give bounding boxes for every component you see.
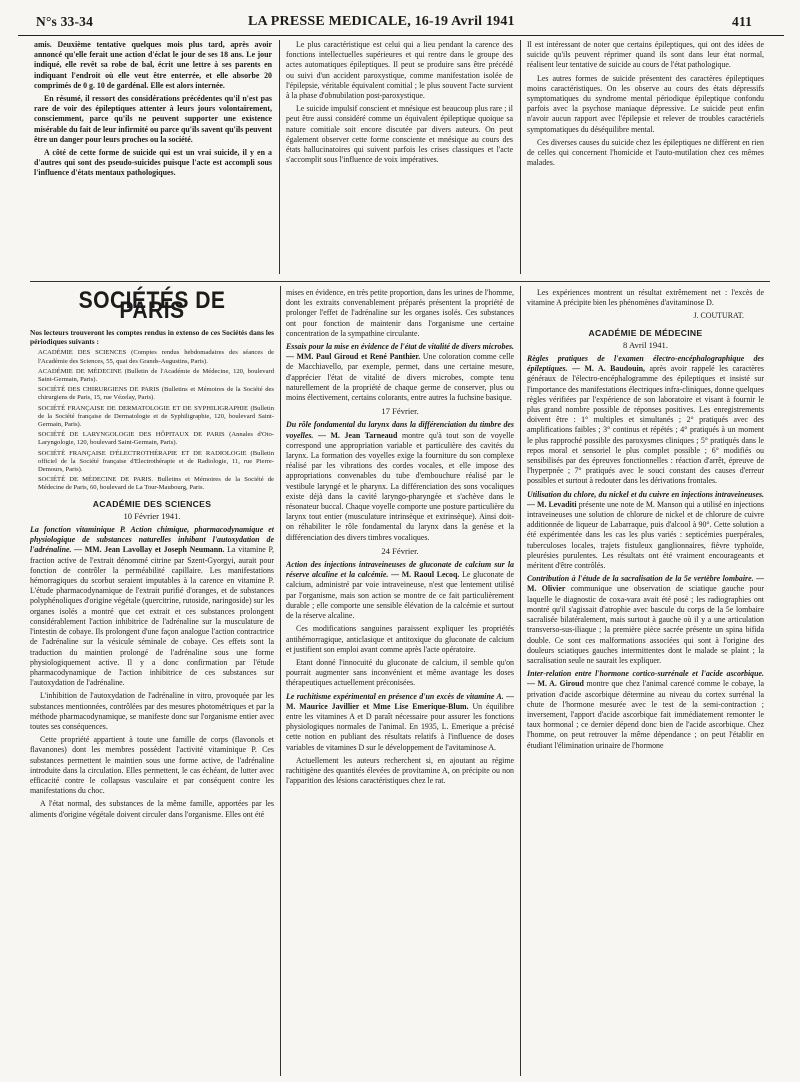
communication (527, 490, 764, 572)
communication-title: Règles pratiques de l'examen électro-encéphalographique des épileptiques. (527, 354, 764, 374)
communication-authors: — M. A. Giroud (527, 679, 584, 689)
periodical-item: SOCIÉTÉ DES CHIRURGIENS DE PARIS (Bulletins et Mémoires de la Société des chirurgiens de Paris, 15, rue Vézelay, Paris). (38, 386, 274, 402)
communication-title: Contribution à l'étude de la sacralisation de la 5e vertèbre lombaire. (527, 574, 754, 584)
communication-authors: — M. Jean Tarneaud (318, 430, 398, 440)
article-paragraph: A côté de cette forme de suicide qui est un vrai suicide, il y en a d'autres qui sont des pseudo-suicides puisque l'acte est accompli sous l'influence d'états mentaux pathologiques. (34, 148, 272, 178)
communication-text: Un équilibre entre les vitamines A et D paraît nécessaire pour assurer les fonctions physiologiques normales de l'animal. En 1935, L. Emerique a précisé cette notion en publiant des résultats relatifs à l'influence de doses variables de vitamines D sur le développement de l'avitaminose A. (286, 701, 514, 752)
periodicals-lead: Nos lecteurs trouveront les comptes rendus in extenso de ces Sociétés dans les périodiques suivants : (30, 328, 274, 347)
communication-title: Essais pour la mise en évidence de l'état de vitalité de divers microbes. (286, 342, 514, 352)
section-heading: ACADÉMIE DE MÉDECINE (588, 327, 703, 338)
session-date: 17 Février. (381, 406, 419, 417)
article-paragraph: Cette propriété appartient à toute une famille de corps (flavonols et flavanones) dont les membres possèdent l'activité vitaminique P. Ces substances permettent le maintien sous une forme active, de l'adrénaline introduite dans la circulation. Elles permettent, le cas échéant, de lutter avec efficacité contre le collapsus vasculaire et par conséquent contre les manifestations du choc. (30, 735, 274, 796)
periodical-item: SOCIÉTÉ DE LARYNGOLOGIE DES HÔPITAUX DE PARIS (Annales d'Oto-Laryngologie, 120, boulevard Saint-Germain, Paris). (38, 431, 274, 447)
communication-text: montre que chez l'animal carencé comme le cobaye, la privation d'acide ascorbique détermine au niveau du cortex surrénal la chute de l'hormone mesurée avec le test de la semi-contraction ; inversement, l'apport d'acide ascorbique fait immédiatement remonter le taux hormonal ; ce dernier dépend donc bien de l'acide ascorbique. Chez l'homme, on peut retrouver la même dépendance ; on peut l'établir en étudiant l'élimination urinaire de l'hormone (527, 679, 764, 750)
communication (286, 420, 514, 542)
article-paragraph: Le plus caractéristique est celui qui a lieu pendant la carence des fonctions intellectuelles supérieures et qui rentre dans le groupe des actes automatiques épileptiques. Il peut se produire sans être précédé ou suivi d'un accident paroxystique, comme manifestation isolée de l'épilepsie, véritable équivalent comitial ; le plus souvent l'acte survient à la phase d'obnubilation post-paroxystique. (286, 40, 513, 101)
communication-authors: — M. Maurice Javillier et Mme Lise Emerique-Blum. (286, 691, 514, 711)
communication (527, 669, 764, 751)
article-paragraph: Ces modifications sanguines paraissent expliquer les propriétés antihémorragique, anticlasique et antitoxique du gluconate de calcium et justifient son emploi avant comme après l'acte opératoire. (286, 624, 514, 654)
communication-authors: — M. Olivier (527, 574, 764, 594)
communication-authors: — MM. Paul Giroud et René Panthier. (286, 352, 421, 362)
communication-text: communique une observation de sciatique gauche pour laquelle le diagnostic de coxa-vara avait été posé ; les radiographies ont montré qu'il s'agissait d'atrophie avec bascule du corps de la 5e lombaire sacralisée bilatéralement, mais surtout à gauche où il y a une articulation transverso-sus-iliaque ; la première pièce sacrée présente un spina bifida double. Ce sont ces malformations associées qui sont à l'origine des douleurs sciatiques gauches intermittentes dont le malade se plaint ; la sacralisation seule ne saurait les expliquer. (527, 584, 764, 665)
periodical-item: SOCIÉTÉ DE MÉDECINE DE PARIS. Bulletins et Mémoires de la Société de Médecine de Paris, 60, boulevard de La Tour-Maubourg, Paris. (38, 476, 274, 492)
periodical-item: ACADÉMIE DES SCIENCES (Comptes rendus hebdomadaires des séances de l'Académie des Sciences, 55, quai des Grands-Augustins, Paris). (38, 349, 274, 365)
article-paragraph: Ces diverses causes du suicide chez les épileptiques ne diffèrent en rien de celles qui concernent l'homicide et l'auto-mutilation chez ces mêmes malades. (527, 137, 764, 168)
communication-title: Le rachitisme expérimental en présence d'un excès de vitamine A. (286, 691, 504, 701)
article-paragraph: Il est intéressant de noter que certains épileptiques, qui ont des idées de suicide qu'ils peuvent réprimer quand ils sont dans leur état normal, réalisent leur tentative de suicide au cours de l'état pathologique. (527, 40, 764, 70)
session-date: 8 Avril 1941. (623, 339, 668, 350)
communication (30, 525, 274, 688)
societes-title: SOCIÉTÉS DE PARIS (78, 287, 226, 325)
column-divider (279, 40, 280, 274)
session-date: 24 Février. (381, 545, 419, 556)
column-divider (520, 40, 521, 274)
communication-text: La vitamine P, fraction active de l'extrait dénommé citrine par Szent-Gyorgyi, aurait pour fonction de contrôler la perméabilité capillaire. Les manifestations hémorragiques du scorbut seraient imputables à la carence en vitamine P. L'étude pharmacodynamique de l'extrait purifié d'oranges, et de substances polyphénoliques d'origine végétale (quercitrine, rutoside, naringoside) sur les organes isolés a montré que cet extrait et ces substances prolongent considérablement l'action inhibitrice de l'adrénaline sur la musculature de l'intestin de cobaye. Ils prolongent d'une façon analogue l'action contractrice de l'adrénaline sur la vésicule séminale de cobaye. Ces effets sont la traduction du maintien prolongé de l'adrénaline sous une forme physiologiquement active. Il y a donc confirmation par l'étude pharmacodynamique de l'action inhibitrice de ces substances sur l'autoxydation de l'adrénaline. (30, 545, 274, 688)
communication (286, 342, 514, 403)
communication-authors: — M. Raoul Lecoq. (391, 570, 460, 580)
periodicals-list (30, 349, 274, 492)
periodical-item: ACADÉMIE DE MÉDECINE (Bulletin de l'Académie de Médecine, 120, boulevard Saint-Germain, Paris). (38, 367, 274, 384)
periodical-item: SOCIÉTÉ FRANÇAISE DE DERMATOLOGIE ET DE SYPHILIGRAPHIE (Bulletin de la Société française de Dermatologie et de Syphiligraphie, 120, boulevard Saint-Germain, Paris). (38, 404, 274, 429)
bottom-column-2 (286, 288, 514, 1076)
article-paragraph: A l'état normal, des substances de la même famille, apportées par les aliments d'origine végétale doivent circuler dans l'organisme. Elles ont été (30, 799, 274, 819)
top-column-3 (527, 40, 764, 274)
bottom-column-1 (30, 286, 274, 1076)
article-paragraph: Les expériences montrent un résultat extrêmement net : l'excès de vitamine A précipite bien les phénomènes d'avitaminose D. (527, 288, 764, 308)
section-divider (30, 281, 770, 282)
periodical-item: SOCIÉTÉ FRANÇAISE D'ÉLECTROTHÉRAPIE ET DE RADIOLOGIE (Bulletin officiel de la Société française d'Electrothérapie et de Radiologie, 11, rue Pierre-Demours, Paris). (38, 449, 274, 474)
session-date: 10 Février 1941. (123, 510, 181, 521)
article-paragraph: L'inhibition de l'autoxydation de l'adrénaline in vitro, provoquée par les substances mentionnées, contrôlées par des mesures photométriques et par la méthode pharmacodynamique, se manifeste donc sur l'organisme entier avec toutes ses conséquences. (30, 691, 274, 731)
header-rule (18, 35, 784, 36)
communication (527, 574, 764, 666)
communication-text: après avoir rappelé les caractères généraux de l'électro-encéphalogramme des épileptiques et insisté sur l'importance des manifestations électriques infra-cliniques, donne quelques règles vérifiées par l'expérience de son laboratoire et visant à fournir le plus grand nombre possible de réponses positives. Les enregistrements doivent être : 1° multiples et simultanés ; 2° pratiqués avec des amplifications faibles ; 3° continus et répétés ; 4° pratiqués à un moment le plus rapproché possible des paroxysmes cliniques ; 5° pratiqués dans le repos moral et sensoriel le plus complet possible ; 6° modifiés ou sensibilisés par des épreuves fonctionnelles : réaction d'arrêt, épreuve de l'hyperpnée ; 7° pratiqués avec le souci constant des causes d'erreur possibles et surtout à redouter dans les dérivations frontales. (527, 364, 764, 486)
article-paragraph: amis. Deuxième tentative quelques mois plus tard, après avoir annoncé qu'elle ferait une action d'éclat le jour de ses 18 ans. Le jour indiqué, elle revêt sa robe de bal, écrit une lettre à ses parents en indiquant l'endroit où elle veut être enterrée, et elle absorbe 20 comprimés de 0 g. 10 de gardénal. Elle est alors internée. (34, 40, 272, 90)
article-paragraph: Actuellement les auteurs recherchent si, en ajoutant au régime rachitigène des quantités élevées de provitamine A, on précipite ou non l'apparition des lésions caractéristiques chez le rat. (286, 755, 514, 786)
issue-number: N°s 33-34 (36, 14, 94, 29)
communication (286, 560, 514, 621)
communication-title: Utilisation du chlore, du nickel et du cuivre en injections intraveineuses. (527, 489, 764, 499)
column-divider (520, 286, 521, 1076)
article-paragraph: Les autres formes de suicide présentent des caractères épileptiques moins caractéristiques. On les observe au cours des états dépressifs symptomatiques du syndrome mental périodique épileptique confondu parfois avec la psychose maniaque dépressive. Le suicide peut enfin n'avoir aucun rapport avec l'épilepsie et relever de troubles caractériels symptomatiques du déséquilibre mental. (527, 73, 764, 134)
column-divider (280, 286, 281, 1076)
communication-text: Le gluconate de calcium, administré par voie intraveineuse, n'est que lentement utilisé par l'organisme, mais son action se montre de ce fait particulièrement durable ; elle comporte une sensible élévation de la calcémie et surtout de la réserve alcaline. (286, 570, 514, 621)
article-paragraph: Etant donné l'innocuité du gluconate de calcium, il semble qu'on pourrait augmenter sans inconvénient et même avantage les doses thérapeutiques actuellement préconisées. (286, 657, 514, 688)
communication-authors: — M. Levaditi (527, 499, 577, 509)
communication-text: montre qu'à tout son de voyelle correspond une appropriation variable et particulière des cavités du larynx. La formation des voyelles exige la fourniture du son complexe réalisé par les vibrations des cordes vocales, et elle impose des appropriations convenables du tube d'embouchure réalisé par le vestibule laryngé et le pharynx. La différenciation des sons vocaliques existe déjà dans la cavité laryngo-pharyngée et s'achève dans le résonateur buccal. Chaque voyelle comporte une posture particulière du larynx tout entier (musculature intrinsèque et extrinsèque). Ainsi doit-on réhabiliter le rôle fondamental du larynx dans la genèse et la différenciation des divers timbres vocaliques. (286, 430, 514, 542)
communication-title: Inter-relation entre l'hormone cortico-surrénale et l'acide ascorbique. (527, 669, 764, 679)
article-paragraph: Le suicide impulsif conscient et mnésique est beaucoup plus rare ; il peut être aussi considéré comme un équivalent épileptique quoique sa nature comitiale soit encore discutée par divers auteurs. On peut également observer cette forme consciente et mnésique au cours des états hallucinatoires qui suivent parfois les crises classiques et l'acte s'accomplit sous l'influence de voix impératives. (286, 104, 513, 165)
communication-title: La fonction vitaminique P. Action chimique, pharmacodynamique et physiologique de substances naturelles inhibant l'autoxydation de l'adrénaline. (30, 525, 274, 555)
top-column-2 (286, 40, 513, 274)
communication-text: Une coloration comme celle de Macchiavello, par exemple, permet, dans une certaine mesure, d'apprécier l'état de vitalité de divers microbes, compte tenu naturellement de la propriété de chaque germe de conserver, plus ou moins électivement, certains colorants, entre autres la fuchsine basique. (286, 352, 514, 403)
journal-title: LA PRESSE MEDICALE, 16-19 Avril 1941 (248, 14, 515, 29)
communication-authors: — MM. Jean Lavollay et Joseph Neumann. (74, 545, 225, 555)
page-number: 411 (732, 14, 753, 29)
communication-authors: — M. A. Baudouin, (572, 364, 646, 374)
section-heading: ACADÉMIE DES SCIENCES (92, 498, 212, 509)
bottom-column-3 (527, 288, 764, 1076)
top-column-1 (34, 40, 272, 274)
communication-title: Du rôle fondamental du larynx dans la différenciation du timbre des voyelles. (286, 420, 514, 440)
signature: J. COUTURAT. (693, 311, 744, 321)
communication (286, 692, 514, 753)
communication-title: Action des injections intraveineuses de gluconate de calcium sur la réserve alcaline et la calcémie. (286, 560, 514, 580)
article-paragraph: mises en évidence, en très petite proportion, dans les urines de l'homme, dont les extraits convenablement préparés présentent la propriété de prolonger l'effet de l'adrénaline sur les organes isolés. Ces substances ont pour fonction de maintenir dans l'organisme une certaine concentration de la sympathine circulante. (286, 288, 514, 338)
communication (527, 354, 764, 487)
communication-text: présente une note de M. Manson qui a utilisé en injections intraveineuses une solution de chlorure de nickel et de chlorure de cuivre additionnée de liqueur de Labarraque, puis d'alcool à 90°. Cette solution a été expérimentée dans les cas les plus variés : septicémies puerpérales, tuberculoses locales, trajets fistuleux ganglionnaires, fièvre typhoïde, pleurésies purulentes. Les résultats ont été vraiment encourageants et méritent d'être contrôlés. (527, 499, 764, 571)
article-paragraph: En résumé, il ressort des considérations précédentes qu'il n'est pas rare de voir des épileptiques attenter à leurs jours volontairement, consciemment, parce qu'ils ne peuvent supporter une existence misérable du fait de leur infirmité ou parce qu'ils savent qu'ils peuvent être un danger pour leurs proches ou la société. (34, 94, 272, 144)
